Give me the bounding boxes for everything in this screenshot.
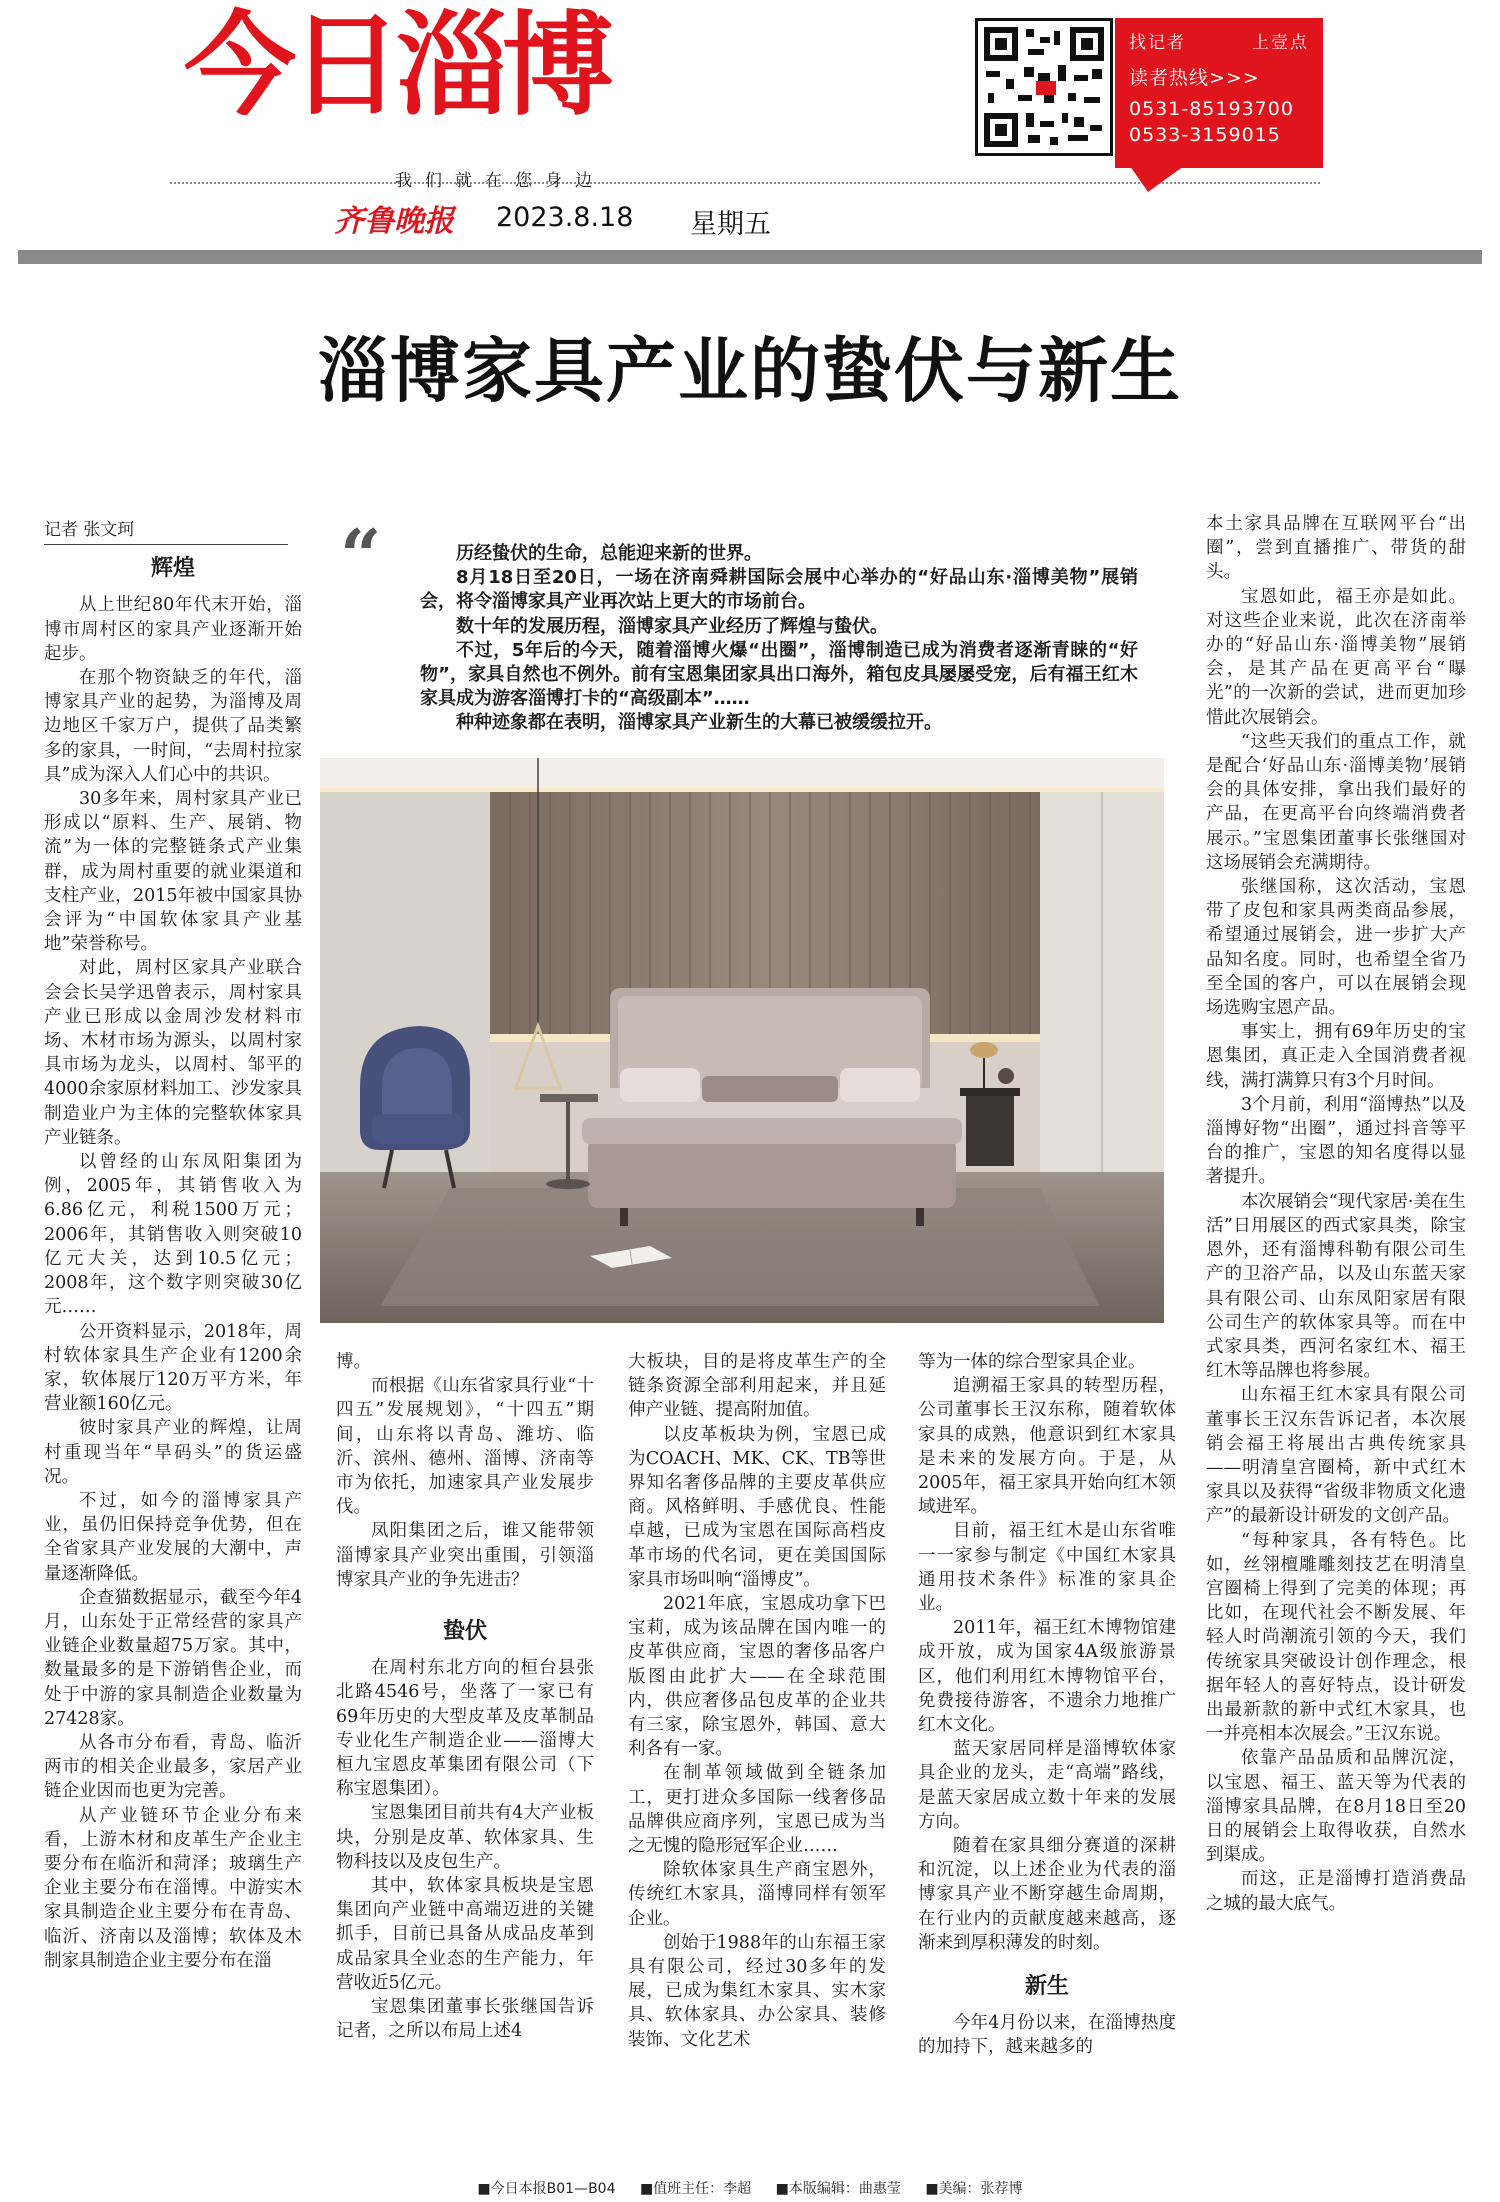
body-paragraph: 以曾经的山东凤阳集团为例，2005年，其销售收入为6.86亿元，利税1500万元；2006年，其销售收入则突破10亿元大关，达到10.5亿元；2008年，这个数字则突破30亿元……	[44, 1152, 302, 1318]
reporter-byline: 记者 张文珂	[44, 518, 288, 545]
page-footer	[0, 2178, 1500, 2198]
body-paragraph: “这些天我们的重点工作，就是配合‘好品山东·淄博美物’展销会的具体安排，拿出我们最好的产品，在更高平台向终端消费者展示。”宝恩集团董事长张继国对这场展销会充满期待。	[1206, 731, 1466, 873]
body-paragraph: 事实上，拥有69年历史的宝恩集团，真正走入全国消费者视线，满打满算只有3个月时间。	[1206, 1022, 1466, 1091]
body-paragraph: 从产业链环节企业分布来看，上游木材和皮革生产企业主要分布在临沂和菏泽；玻璃生产企业主要分布在淄博。中游实木家具制造企业主要分布在青岛、临沂、济南以及淄博；软体及木制家具制造企业主要分布在淄	[44, 1805, 302, 1971]
body-paragraph: 目前，福王红木是山东省唯一一家参与制定《中国红木家具通用技术条件》标准的家具企业。	[918, 1521, 1176, 1615]
body-paragraph: 从各市分布看，青岛、临沂两市的相关企业最多，家居产业链企业因而也更为完善。	[44, 1732, 302, 1802]
article-headline: 淄博家具产业的蛰伏与新生	[318, 329, 1182, 412]
section-heading-zhefu: 蛰伏	[442, 1619, 487, 1645]
body-paragraph: 3个月前，利用“淄博热”以及淄博好物“出圈”，通过抖音等平台的推广，宝恩的知名度得以显著提升。	[1206, 1094, 1466, 1188]
body-paragraph: 而根据《山东省家具行业“十四五”发展规划》，“十四五”期间，山东将以青岛、潍坊、临沂、滨州、德州、淄博、济南等市为依托，加速家具产业发展步伐。	[336, 1376, 594, 1518]
newspaper-slogan: 我们就在您身边	[395, 171, 605, 191]
body-paragraph: 除软体家具生产商宝恩外，传统红木家具，淄博同样有领军企业。	[628, 1860, 886, 1929]
body-paragraph: 2011年，福王红木博物馆建成开放，成为国家4A级旅游景区，他们利用红木博物馆平台，免费接待游客，不遗余力地推广红木文化。	[918, 1618, 1176, 1736]
article-column-1	[44, 518, 302, 1973]
body-paragraph: 宝恩集团目前共有4大产业板块，分别是皮革、软体家具、生物科技以及皮包生产。	[336, 1803, 594, 1872]
body-paragraph: 本土家具品牌在互联网平台“出圈”，尝到直播推广、带货的甜头。	[1206, 514, 1466, 583]
issue-weekday: 星期五	[690, 209, 771, 240]
body-paragraph: 随着在家具细分赛道的深耕和沉淀，以上述企业为代表的淄博家具产业不断穿越生命周期，在行业内的贡献度越来越高，逐渐来到厚积薄发的时刻。	[918, 1836, 1176, 1953]
body-paragraph: 彼时家具产业的辉煌，让周村重现当年“旱码头”的货运盛况。	[44, 1418, 302, 1487]
bedroom-illustration	[320, 758, 1164, 1323]
reader-hotline-box	[1115, 18, 1323, 168]
lead-paragraph: 种种迹象都在表明，淄博家具产业新生的大幕已被缓缓拉开。	[456, 712, 942, 734]
body-paragraph: 公开资料显示，2018年，周村软体家具生产企业有1200余家，软体展厅120万平方米，年营业额160亿元。	[44, 1321, 302, 1415]
body-paragraph: 在制革领域做到全链条加工，更打进众多国际一线奢侈品品牌供应商序列，宝恩已成为当之无愧的隐形冠军企业……	[628, 1763, 886, 1857]
body-paragraph: 大板块，目的是将皮革生产的全链条资源全部利用起来，并且延伸产业链、提高附加值。	[628, 1352, 886, 1421]
app-name-label: 上壹点	[1252, 33, 1309, 53]
body-paragraph: 蓝天家居同样是淄博软体家具企业的龙头，走“高端”路线，是蓝天家居成立数十年来的发展方向。	[918, 1739, 1176, 1832]
body-paragraph: 其中，软体家具板块是宝恩集团向产业链中高端迈进的关键抓手，目前已具备从成品皮革到成品家具全业态的生产能力，年营收近5亿元。	[336, 1876, 594, 1993]
qr-code-icon[interactable]	[975, 18, 1113, 156]
section-heading-huihuang: 辉煌	[150, 556, 195, 582]
body-paragraph: 30多年来，周村家具产业已形成以“原料、生产、展销、物流”为一体的完整链条式产业集群，成为周村重要的就业渠道和支柱产业，2015年被中国家具协会评为“中国软体家具产业基地”荣誉称号。	[44, 789, 302, 955]
masthead-bar	[18, 250, 1482, 264]
body-paragraph: 以皮革板块为例，宝恩已成为COACH、MK、CK、TB等世界知名奢侈品牌的主要皮革供应商。风格鲜明、手感优良、性能卓越，已成为宝恩在国际高档皮革市场的代名词，更在美国国际家具市场叫响“淄博皮”。	[628, 1424, 886, 1590]
body-paragraph: 今年4月份以来，在淄博热度的加持下，越来越多的	[918, 2013, 1176, 2058]
newspaper-title: 今日淄博	[184, 1, 608, 131]
lead-paragraph: 历经蛰伏的生命，总能迎来新的世界。	[456, 543, 762, 564]
body-paragraph: 等为一体的综合型家具企业。	[918, 1352, 1146, 1372]
lead-paragraph: 8月18日至20日，一场在济南舜耕国际会展中心举办的“好品山东·淄博美物”展销会，将令淄博家具产业再次站上更大的市场前台。	[420, 567, 1138, 613]
lead-paragraph: 不过，5年后的今天，随着淄博火爆“出圈”，淄博制造已成为消费者逐渐青睐的“好物”，家具自然也不例外。前有宝恩集团家具出口海外，箱包皮具屡屡受宠，后有福王红木家具成为游客淄博打卡的“高级副本”……	[420, 639, 1138, 710]
hotline-phone-1: 0531-85193700	[1129, 98, 1294, 120]
newspaper-brand: 齐鲁晚报	[334, 204, 454, 239]
article-column-2	[336, 1350, 594, 2043]
article-lead	[420, 542, 1138, 736]
body-paragraph: 从上世纪80年代末开始，淄博市周村区的家具产业逐渐开始起步。	[44, 595, 302, 664]
body-paragraph: 凤阳集团之后，谁又能带领淄博家具产业突出重围，引领淄博家具产业的争先进击？	[336, 1521, 594, 1590]
issue-date: 2023.8.18	[496, 202, 634, 233]
body-paragraph: 创始于1988年的山东福王家具有限公司，经过30多年的发展，已成为集红木家具、实木家具、软体家具、办公家具、装修装饰、文化艺术	[628, 1932, 886, 2050]
hotline-label: 读者热线>>>	[1129, 67, 1260, 89]
body-paragraph: 企查猫数据显示，截至今年4月，山东处于正常经营的家具产业链企业数量超75万家。其中，数量最多的是下游销售企业，而处于中游的家具制造企业数量为27428家。	[44, 1587, 302, 1729]
body-paragraph: 2021年底，宝恩成功拿下巴宝莉，成为该品牌在国内唯一的皮革供应商，宝恩的奢侈品客户版图由此扩大——在全球范围内，供应奢侈品包皮革的企业共有三家，除宝恩外，韩国、意大利各有一家。	[628, 1594, 886, 1760]
find-reporter-label: 找记者	[1129, 33, 1186, 53]
body-paragraph: 宝恩如此，福王亦是如此。对这些企业来说，此次在济南举办的“好品山东·淄博美物”展销会，是其产品在更高平台“曝光”的一次新的尝试，进而更加珍惜此次展销会。	[1206, 586, 1466, 728]
body-paragraph: 本次展销会“现代家居·美在生活”日用展区的西式家具类，除宝恩外，还有淄博科勒有限公司生产的卫浴产品，以及山东蓝天家具有限公司、山东凤阳家居有限公司生产的软体家具等。而在中式家具类，西河名家红木、福王红木等品牌也将参展。	[1206, 1191, 1466, 1382]
body-paragraph: 博。	[336, 1352, 371, 1372]
masthead	[0, 0, 1500, 260]
body-paragraph: 依靠产品品质和品牌沉淀，以宝恩、福王、蓝天等为代表的淄博家具品牌，在8月18日至20日的展销会上取得收获，自然水到渠成。	[1206, 1748, 1466, 1866]
footer-pages: ■今日本报B01—B04	[477, 2181, 616, 2197]
body-paragraph: “每种家具，各有特色。比如，丝翎檀雕雕刻技艺在明清皇宫圈椅上得到了完美的体现；再比如，在现代社会不断发展、年轻人时尚潮流引领的今天，我们传统家具突破设计创作理念，根据年轻人的喜好特点，设计研发出最新款的新中式红木家具，也一并亮相本次展会。”王汉东说。	[1206, 1530, 1466, 1745]
quote-mark-icon: “	[340, 513, 382, 598]
body-paragraph: 宝恩集团董事长张继国告诉记者，之所以布局上述4	[336, 1997, 594, 2042]
speech-bubble-tail	[1130, 166, 1184, 192]
footer-duty-editor: ■值班主任：李超	[639, 2181, 752, 2197]
body-paragraph: 山东福王红木家具有限公司董事长王汉东告诉记者，本次展销会福王将展出古典传统家具——明清皇宫圈椅，新中式红木家具以及获得“省级非物质文化遗产”的最新设计研发的文创产品。	[1206, 1385, 1466, 1527]
lead-paragraph: 数十年的发展历程，淄博家具产业经历了辉煌与蛰伏。	[456, 615, 888, 637]
body-paragraph: 张继国称，这次活动，宝恩带了皮包和家具两类商品参展，希望通过展销会，进一步扩大产品知名度。同时，也希望全省乃至全国的客户，可以在展销会现场选购宝恩产品。	[1206, 877, 1466, 1019]
body-paragraph: 不过，如今的淄博家具产业，虽仍旧保持竞争优势，但在全省家具产业发展的大潮中，声量逐渐降低。	[44, 1490, 302, 1584]
article-column-5	[1206, 512, 1466, 1916]
bedroom-furniture-photo	[320, 758, 1164, 1323]
body-paragraph: 而这，正是淄博打造消费品之城的最大底气。	[1206, 1869, 1466, 1914]
body-paragraph: 追溯福王家具的转型历程，公司董事长王汉东称，随着软体家具的成熟，他意识到红木家具是未来的发展方向。于是，从2005年，福王家具开始向红木领域进军。	[918, 1376, 1176, 1518]
body-paragraph: 在周村东北方向的桓台县张北路4546号，坐落了一家已有69年历史的大型皮革及皮革制品专业化生产制造企业——淄博大桓九宝恩皮革集团有限公司（下称宝恩集团）。	[336, 1658, 594, 1800]
hotline-phone-2: 0533-3159015	[1129, 124, 1281, 146]
article-column-4	[918, 1350, 1176, 2060]
footer-page-editor: ■本版编辑：曲惠莹	[775, 2181, 901, 2197]
body-paragraph: 对此，周村区家具产业联合会会长吴学迅曾表示，周村家具产业已形成以金周沙发材料市场、木材市场为源头，以周村家具市场为龙头，以周村、邹平的4000余家原材料加工、沙发家具制造业户为主体的完整软体家具产业链条。	[44, 958, 302, 1148]
body-paragraph: 在那个物资缺乏的年代，淄博家具产业的起势，为淄博及周边地区千家万户，提供了品类繁多的家具，一时间，“去周村拉家具”成为深入人们心中的共识。	[44, 668, 302, 785]
footer-art-editor: ■美编：张荐博	[925, 2181, 1023, 2197]
section-heading-xinsheng: 新生	[1024, 1974, 1069, 2000]
article-column-3	[628, 1350, 886, 2052]
